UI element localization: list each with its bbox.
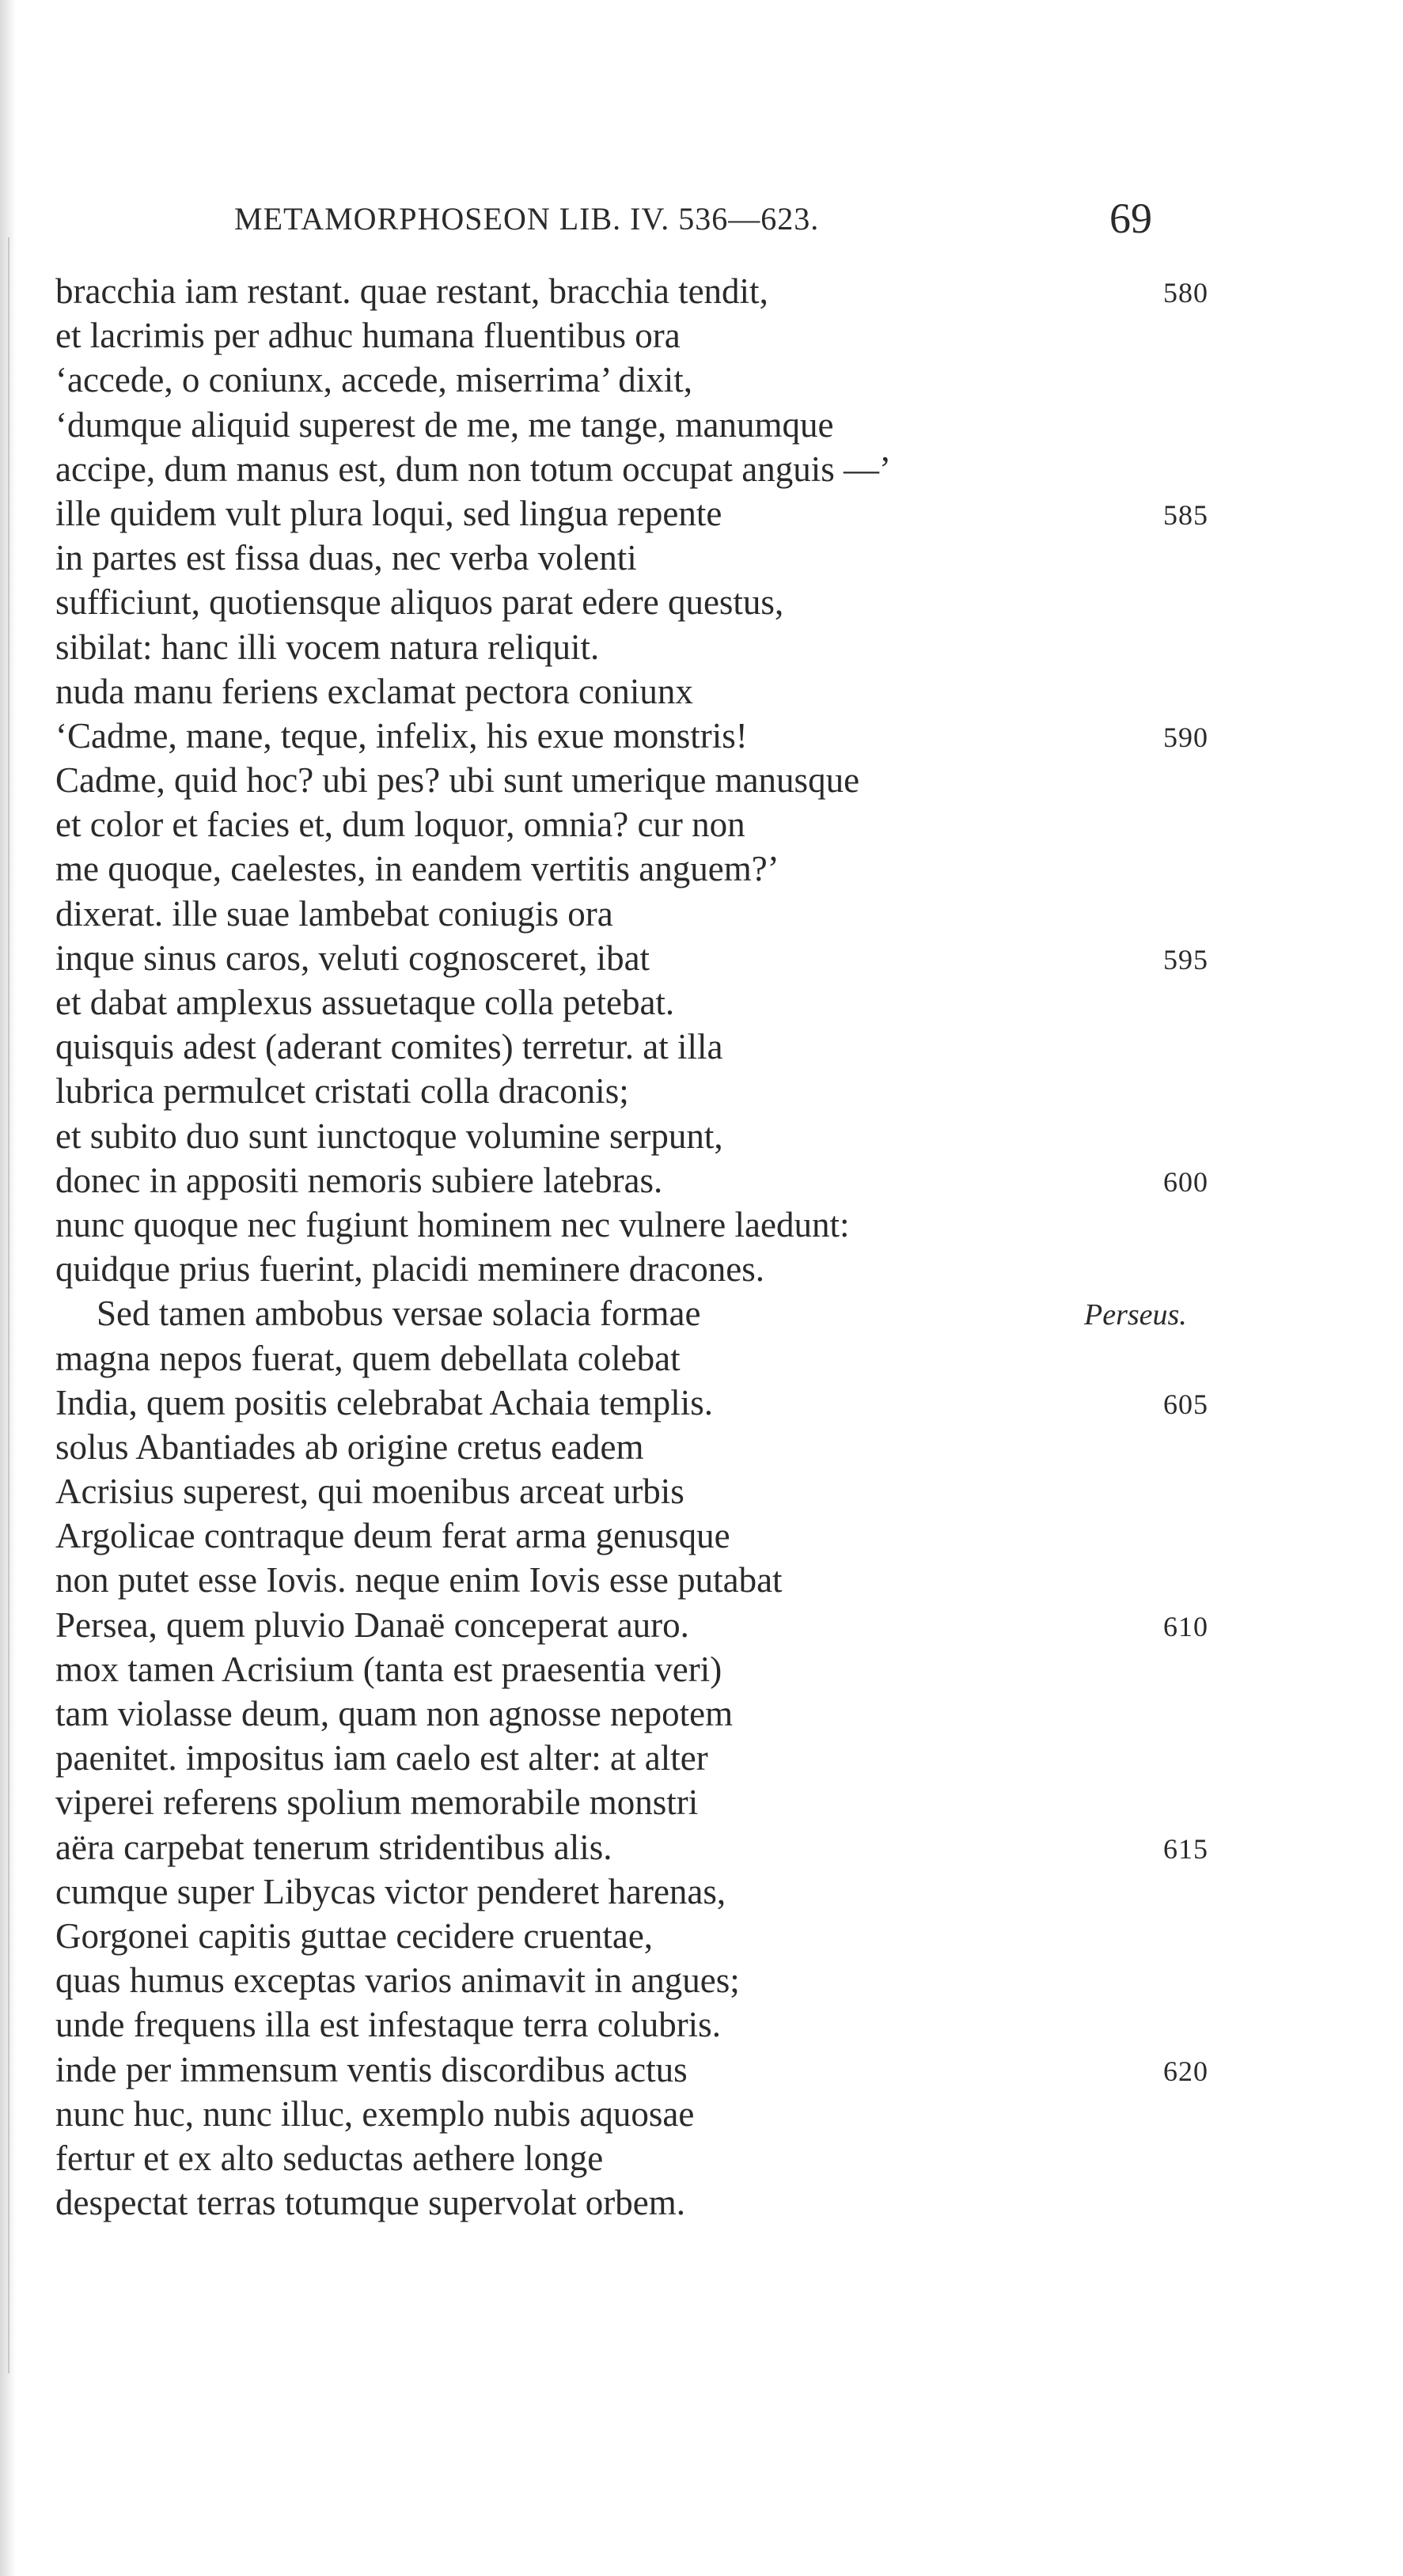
verse-text: me quoque, caelestes, in eandem vertitis anguem?’ — [55, 849, 779, 889]
verse-text: dixerat. ille suae lambebat coniugis ora — [55, 893, 613, 934]
verse-text: quidque prius fuerint, placidi meminere dracones. — [55, 1249, 764, 1290]
verse-line — [0, 2048, 1403, 2092]
verse-text: inde per immensum ventis discordibus actus — [55, 2049, 688, 2089]
verse-line — [0, 802, 1403, 847]
verse-text: nuda manu feriens exclamat pectora coniunx — [55, 671, 693, 711]
verse-text: nunc huc, nunc illuc, exemplo nubis aquosae — [55, 2093, 695, 2134]
verse-line — [0, 847, 1403, 891]
verse-line — [0, 714, 1403, 758]
line-number: 595 — [1163, 943, 1208, 975]
verse-text: despectat terras totumque supervolat orbem. — [55, 2183, 685, 2223]
verse-line — [0, 403, 1403, 447]
line-number: 620 — [1163, 2055, 1208, 2087]
verse-line — [0, 1869, 1403, 1914]
verse-text: et dabat amplexus assuetaque colla petebat. — [55, 983, 675, 1022]
verse-text: cumque super Libycas victor penderet harenas, — [55, 1871, 726, 1911]
verse-line — [0, 1558, 1403, 1602]
line-number: 590 — [1163, 721, 1208, 753]
verse-text: bracchia iam restant. quae restant, bracchia tendit, — [55, 271, 768, 311]
verse-text: sibilat: hanc illi vocem natura reliquit. — [55, 627, 600, 667]
verse-text: lubrica permulcet cristati colla draconis; — [55, 1071, 629, 1112]
margin-note: Perseus. — [1084, 1298, 1187, 1332]
line-number: 600 — [1163, 1165, 1208, 1198]
verse-line — [0, 2136, 1403, 2180]
verse-line — [0, 2092, 1403, 2136]
verse-line — [0, 491, 1403, 536]
verse-text: Argolicae contraque deum ferat arma genusque — [55, 1516, 730, 1556]
line-number: 615 — [1163, 1832, 1208, 1865]
verse-line — [0, 936, 1403, 980]
verse-text: inque sinus caros, veluti cognosceret, ibat — [55, 938, 650, 978]
verse-text: Gorgonei capitis guttae cecidere cruentae, — [55, 1915, 654, 1956]
verse-text: paenitet. impositus iam caelo est alter: at alter — [55, 1738, 708, 1779]
verse-text: aëra carpebat tenerum stridentibus alis. — [55, 1827, 612, 1867]
verse-text: ‘dumque aliquid superest de me, me tange, manumque — [55, 404, 834, 445]
verse-text: Cadme, quid hoc? ubi pes? ubi sunt umerique manusque — [55, 760, 860, 801]
verse-line — [0, 1780, 1403, 1824]
verse-line — [0, 669, 1403, 714]
verse-line — [0, 892, 1403, 936]
running-title: METAMORPHOSEON LIB. IV. 536—623. — [234, 201, 820, 237]
verse-text: ille quidem vult plura loqui, sed lingua repente — [55, 493, 722, 533]
verse-text: quas humus exceptas varios animavit in angues; — [55, 1960, 740, 2001]
verse-line — [0, 1381, 1403, 1425]
verse-text: in partes est fissa duas, nec verba volenti — [55, 538, 637, 578]
verse-text: Acrisius superest, qui moenibus arceat urbis — [55, 1472, 684, 1512]
verse-text: Persea, quem pluvio Danaë conceperat auro. — [55, 1604, 689, 1645]
verse-text: Sed tamen ambobus versae solacia formae — [97, 1294, 701, 1334]
verse-block — [0, 269, 1403, 2225]
verse-line — [0, 1247, 1403, 1291]
verse-line — [0, 1736, 1403, 1780]
verse-text: viperei referens spolium memorabile monstri — [55, 1782, 699, 1823]
line-number: 580 — [1163, 277, 1208, 309]
verse-text: fertur et ex alto seductas aethere longe — [55, 2138, 604, 2178]
verse-line — [0, 1069, 1403, 1113]
verse-text: sufficiunt, quotiensque aliquos parat edere questus, — [55, 582, 784, 623]
verse-text: et subito duo sunt iunctoque volumine serpunt, — [55, 1116, 723, 1156]
verse-line — [0, 1513, 1403, 1558]
verse-line — [0, 269, 1403, 313]
verse-text: solus Abantiades ab origine cretus eadem — [55, 1426, 644, 1467]
verse-text: magna nepos fuerat, quem debellata colebat — [55, 1338, 681, 1378]
verse-line — [0, 625, 1403, 669]
verse-line — [0, 1336, 1403, 1381]
verse-line — [0, 1291, 1403, 1335]
verse-text: quisquis adest (aderant comites) terretur. at illa — [55, 1027, 723, 1067]
verse-line — [0, 1914, 1403, 1958]
verse-line — [0, 447, 1403, 491]
verse-line — [0, 1691, 1403, 1736]
verse-line — [0, 2002, 1403, 2047]
verse-text: ‘Cadme, mane, teque, infelix, his exue monstris! — [55, 715, 748, 756]
verse-line — [0, 1203, 1403, 1247]
verse-line — [0, 1603, 1403, 1647]
verse-text: et lacrimis per adhuc humana fluentibus ora — [55, 316, 681, 356]
verse-line — [0, 1647, 1403, 1691]
verse-line — [0, 2180, 1403, 2225]
verse-text: et color et facies et, dum loquor, omnia? cur non — [55, 805, 745, 845]
line-number: 585 — [1163, 498, 1208, 531]
verse-text: ‘accede, o coniunx, accede, miserrima’ dixit, — [55, 360, 693, 400]
verse-line — [0, 580, 1403, 624]
verse-line — [0, 1469, 1403, 1513]
verse-text: accipe, dum manus est, dum non totum occupat anguis —’ — [55, 449, 892, 489]
verse-text: nunc quoque nec fugiunt hominem nec vulnere laedunt: — [55, 1204, 850, 1244]
verse-line — [0, 1958, 1403, 2002]
verse-line — [0, 358, 1403, 402]
verse-line — [0, 1114, 1403, 1158]
verse-line — [0, 536, 1403, 580]
verse-line — [0, 313, 1403, 358]
verse-line — [0, 1025, 1403, 1069]
verse-text: non putet esse Iovis. neque enim Iovis esse putabat — [55, 1560, 783, 1601]
verse-line — [0, 1425, 1403, 1469]
page-header — [234, 194, 1152, 249]
verse-text: tam violasse deum, quam non agnosse nepotem — [55, 1694, 734, 1733]
verse-text: mox tamen Acrisium (tanta est praesentia veri) — [55, 1649, 722, 1689]
line-number: 610 — [1163, 1610, 1208, 1642]
line-number: 605 — [1163, 1388, 1208, 1420]
verse-text: unde frequens illa est infestaque terra colubris. — [55, 2005, 721, 2045]
verse-line — [0, 758, 1403, 802]
verse-text: India, quem positis celebrabat Achaia templis. — [55, 1382, 714, 1422]
page-number: 69 — [1109, 195, 1152, 242]
verse-text: donec in appositi nemoris subiere latebras. — [55, 1160, 663, 1200]
verse-line — [0, 1825, 1403, 1869]
verse-line — [0, 980, 1403, 1025]
verse-line — [0, 1158, 1403, 1203]
